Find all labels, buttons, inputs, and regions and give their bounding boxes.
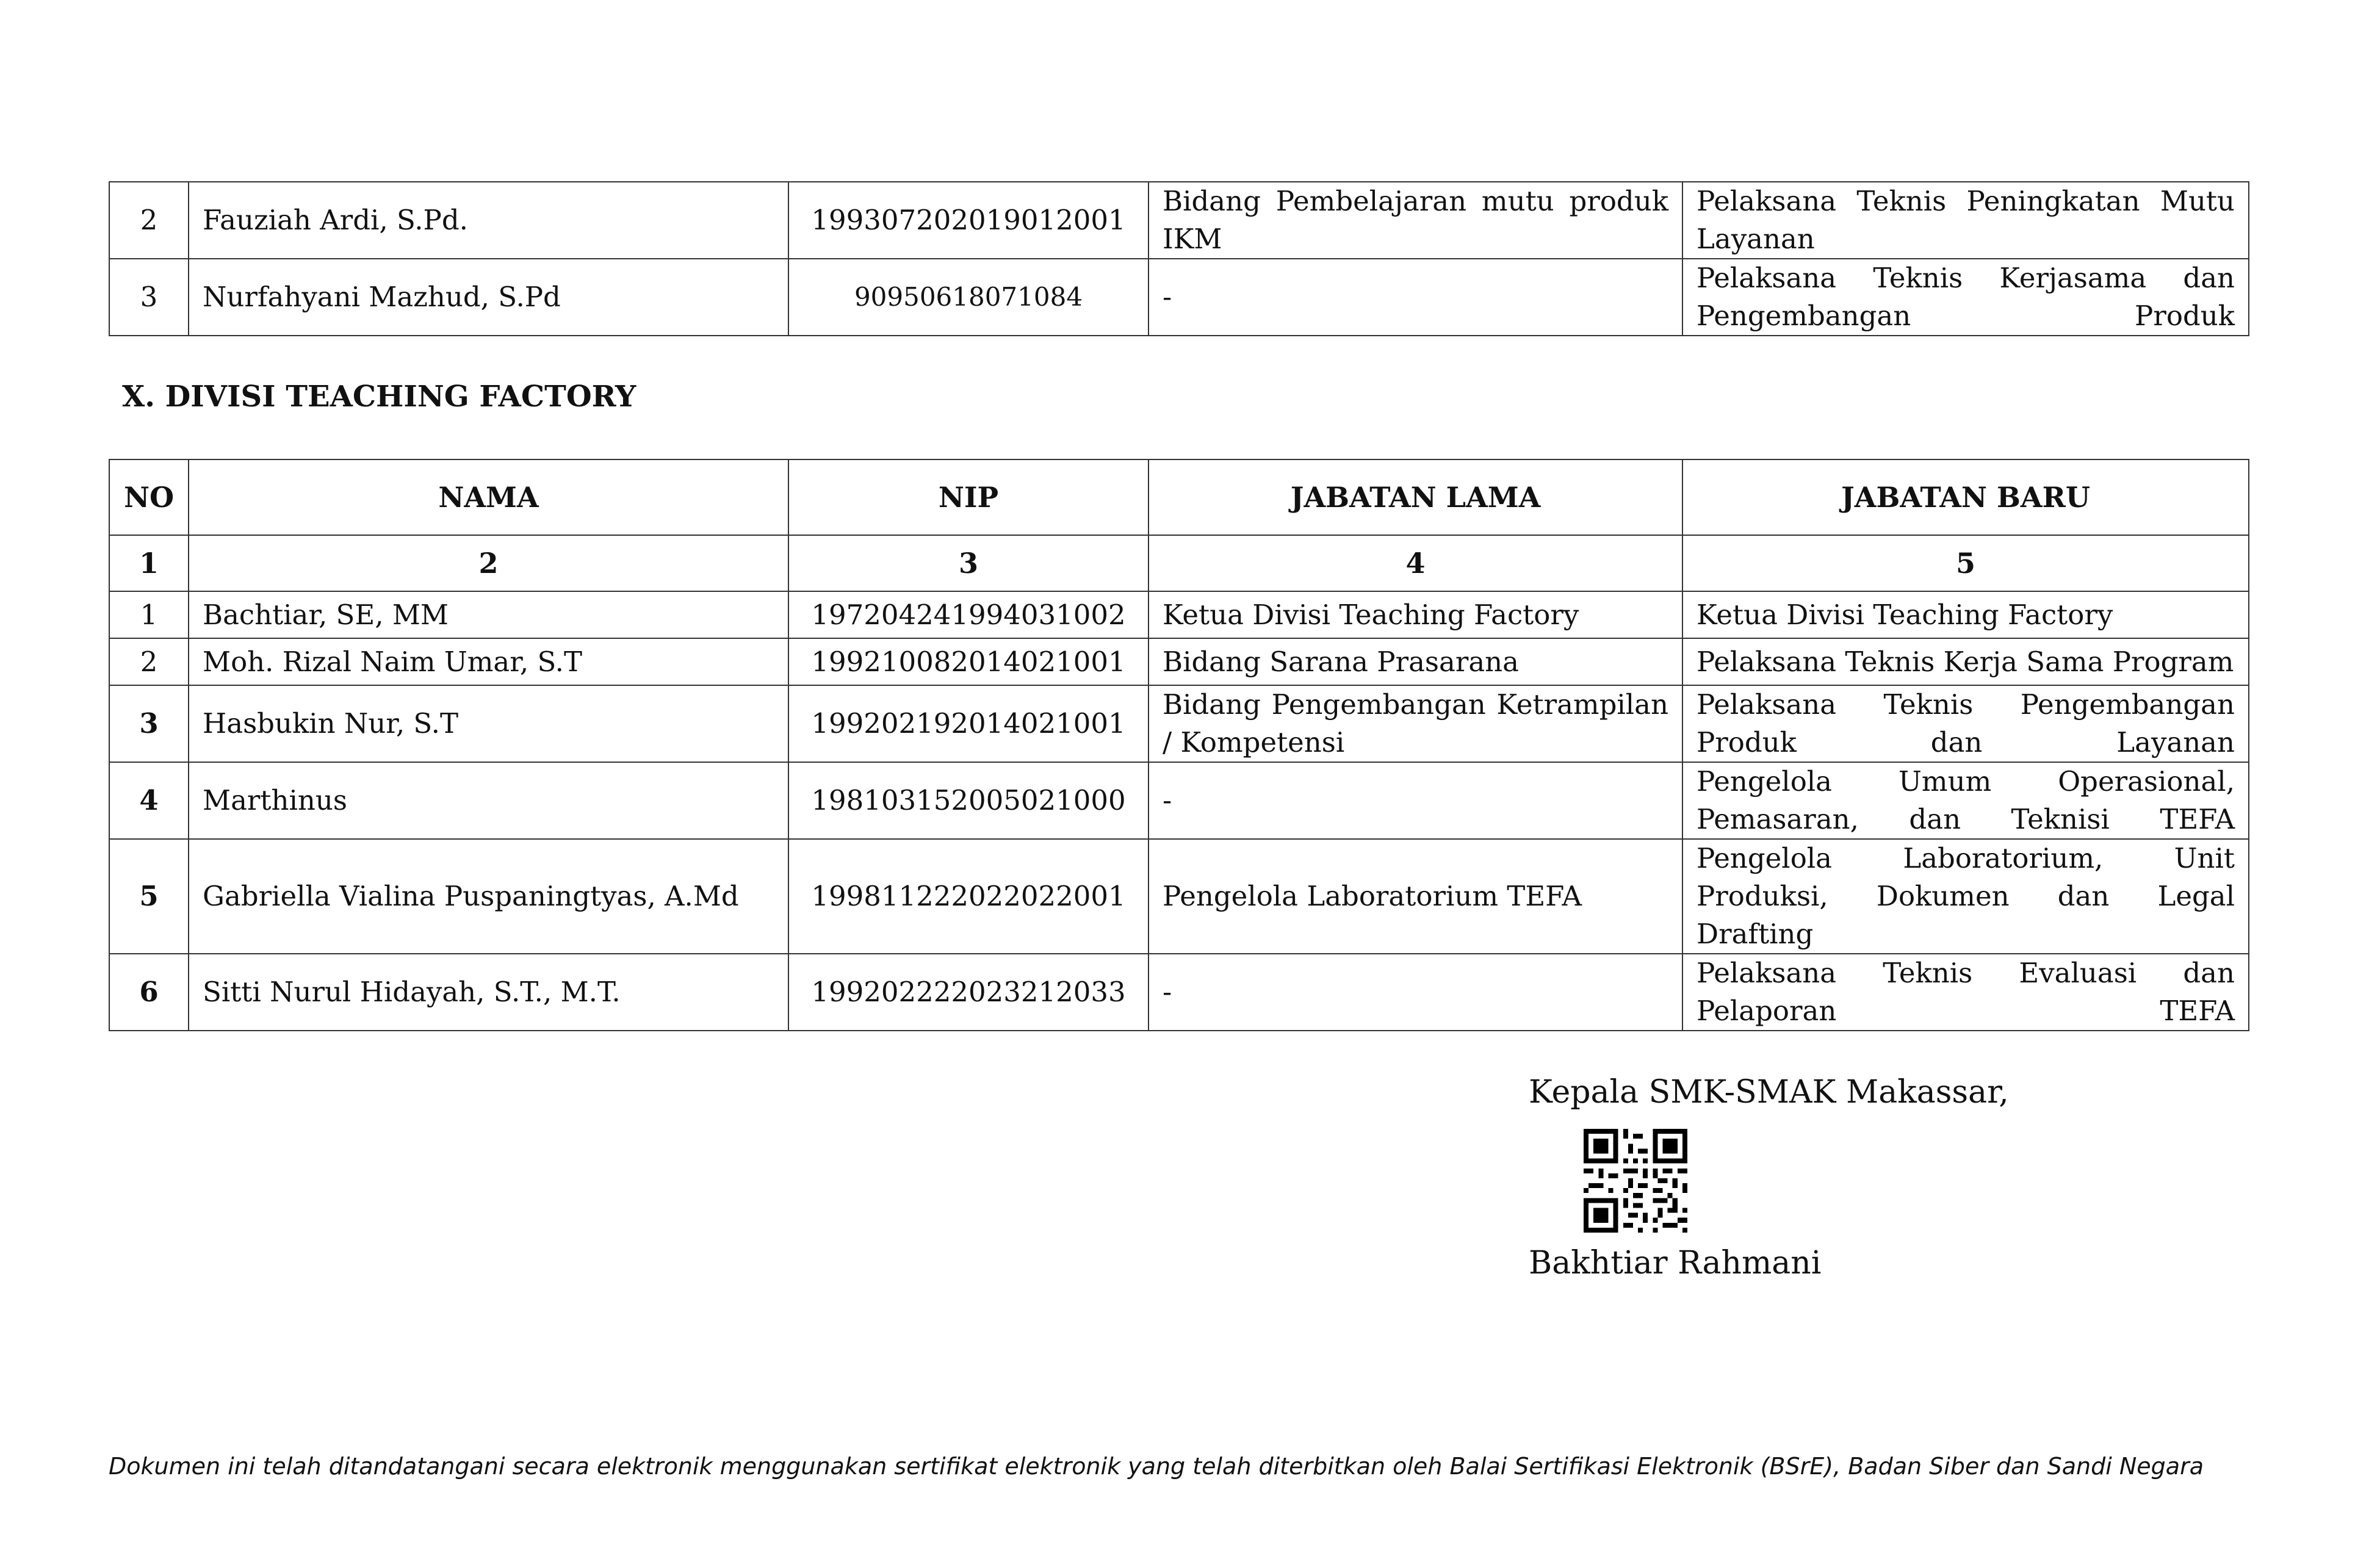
row-no: 6	[109, 954, 189, 1031]
col-number: 3	[788, 535, 1149, 591]
row-jabatan-baru: Pengelola Laboratorium, Unit Produksi, Dokumen dan Legal Drafting	[1682, 839, 2249, 954]
table-row	[109, 591, 2249, 638]
header-row	[109, 459, 2249, 535]
row-no: 5	[109, 839, 189, 954]
table-row	[109, 762, 2249, 839]
row-nip: 199210082014021001	[788, 638, 1149, 685]
row-jabatan-baru: Pelaksana Teknis Kerja Sama Program	[1682, 638, 2249, 685]
row-jabatan-lama: Bidang Pembelajaran mutu produk IKM	[1149, 182, 1682, 259]
table-row	[109, 685, 2249, 762]
row-jabatan-baru: Ketua Divisi Teaching Factory	[1682, 591, 2249, 638]
row-nip: 199307202019012001	[788, 182, 1149, 259]
header-jabatan-lama: JABATAN LAMA	[1149, 459, 1682, 535]
row-jabatan-baru: Pelaksana Teknis Peningkatan Mutu Layanan	[1682, 182, 2249, 259]
header-nip: NIP	[788, 459, 1149, 535]
row-nama: Hasbukin Nur, S.T	[189, 685, 788, 762]
row-jabatan-lama: -	[1149, 954, 1682, 1031]
row-nip: 199811222022022001	[788, 839, 1149, 954]
signature-block	[1529, 1071, 2139, 1281]
row-nama: Moh. Rizal Naim Umar, S.T	[189, 638, 788, 685]
table-row	[109, 638, 2249, 685]
row-nama: Gabriella Vialina Puspaningtyas, A.Md	[189, 839, 788, 954]
table-row	[109, 839, 2249, 954]
row-jabatan-lama: Bidang Sarana Prasarana	[1149, 638, 1682, 685]
row-jabatan-baru: Pelaksana Teknis Evaluasi dan Pelaporan TEFA	[1682, 954, 2249, 1031]
row-nama: Sitti Nurul Hidayah, S.T., M.T.	[189, 954, 788, 1031]
col-number: 2	[189, 535, 788, 591]
row-jabatan-lama: Ketua Divisi Teaching Factory	[1149, 591, 1682, 638]
row-no: 2	[109, 638, 189, 685]
signatory-title: Kepala SMK-SMAK Makassar,	[1529, 1074, 2009, 1111]
row-nama: Fauziah Ardi, S.Pd.	[189, 182, 788, 259]
col-number: 1	[109, 535, 189, 591]
row-nama: Marthinus	[189, 762, 788, 839]
row-jabatan-baru: Pengelola Umum Operasional, Pemasaran, dan Teknisi TEFA	[1682, 762, 2249, 839]
row-jabatan-lama: -	[1149, 762, 1682, 839]
qr-code-icon	[1584, 1129, 1687, 1233]
row-no: 4	[109, 762, 189, 839]
row-jabatan-baru: Pelaksana Teknis Pengembangan Produk dan Layanan	[1682, 685, 2249, 762]
col-number: 4	[1149, 535, 1682, 591]
row-no: 3	[109, 685, 189, 762]
row-nip: 90950618071084	[788, 259, 1149, 336]
row-jabatan-baru: Pelaksana Teknis Kerjasama dan Pengembangan Produk	[1682, 259, 2249, 336]
row-nip: 199202222023212033	[788, 954, 1149, 1031]
row-nip: 199202192014021001	[788, 685, 1149, 762]
header-jabatan-baru: JABATAN BARU	[1682, 459, 2249, 535]
row-nama: Nurfahyani Mazhud, S.Pd	[189, 259, 788, 336]
row-nip: 197204241994031002	[788, 591, 1149, 638]
col-number: 5	[1682, 535, 2249, 591]
footer-note: Dokumen ini telah ditandatangani secara elektronik menggunakan sertifikat elektronik yang telah diterbitkan oleh Balai Sertifikasi Elektronik (BSrE), Badan Siber dan Sandi Negara	[109, 1453, 2204, 1480]
numbering-row	[109, 535, 2249, 591]
signatory-name: Bakhtiar Rahmani	[1529, 1245, 1822, 1281]
row-no: 3	[109, 259, 189, 336]
row-nip: 198103152005021000	[788, 762, 1149, 839]
row-no: 1	[109, 591, 189, 638]
row-jabatan-lama: Bidang Pengembangan Ketrampilan / Kompetensi	[1149, 685, 1682, 762]
row-jabatan-lama: -	[1149, 259, 1682, 336]
table-row	[109, 954, 2249, 1031]
row-nama: Bachtiar, SE, MM	[189, 591, 788, 638]
continued-staff-table	[109, 181, 2249, 336]
row-jabatan-lama: Pengelola Laboratorium TEFA	[1149, 839, 1682, 954]
table-row	[109, 259, 2249, 336]
table-row	[109, 182, 2249, 259]
header-nama: NAMA	[189, 459, 788, 535]
section-title: X. DIVISI TEACHING FACTORY	[122, 380, 636, 414]
header-no: NO	[109, 459, 189, 535]
row-no: 2	[109, 182, 189, 259]
teaching-factory-table	[109, 459, 2249, 1031]
